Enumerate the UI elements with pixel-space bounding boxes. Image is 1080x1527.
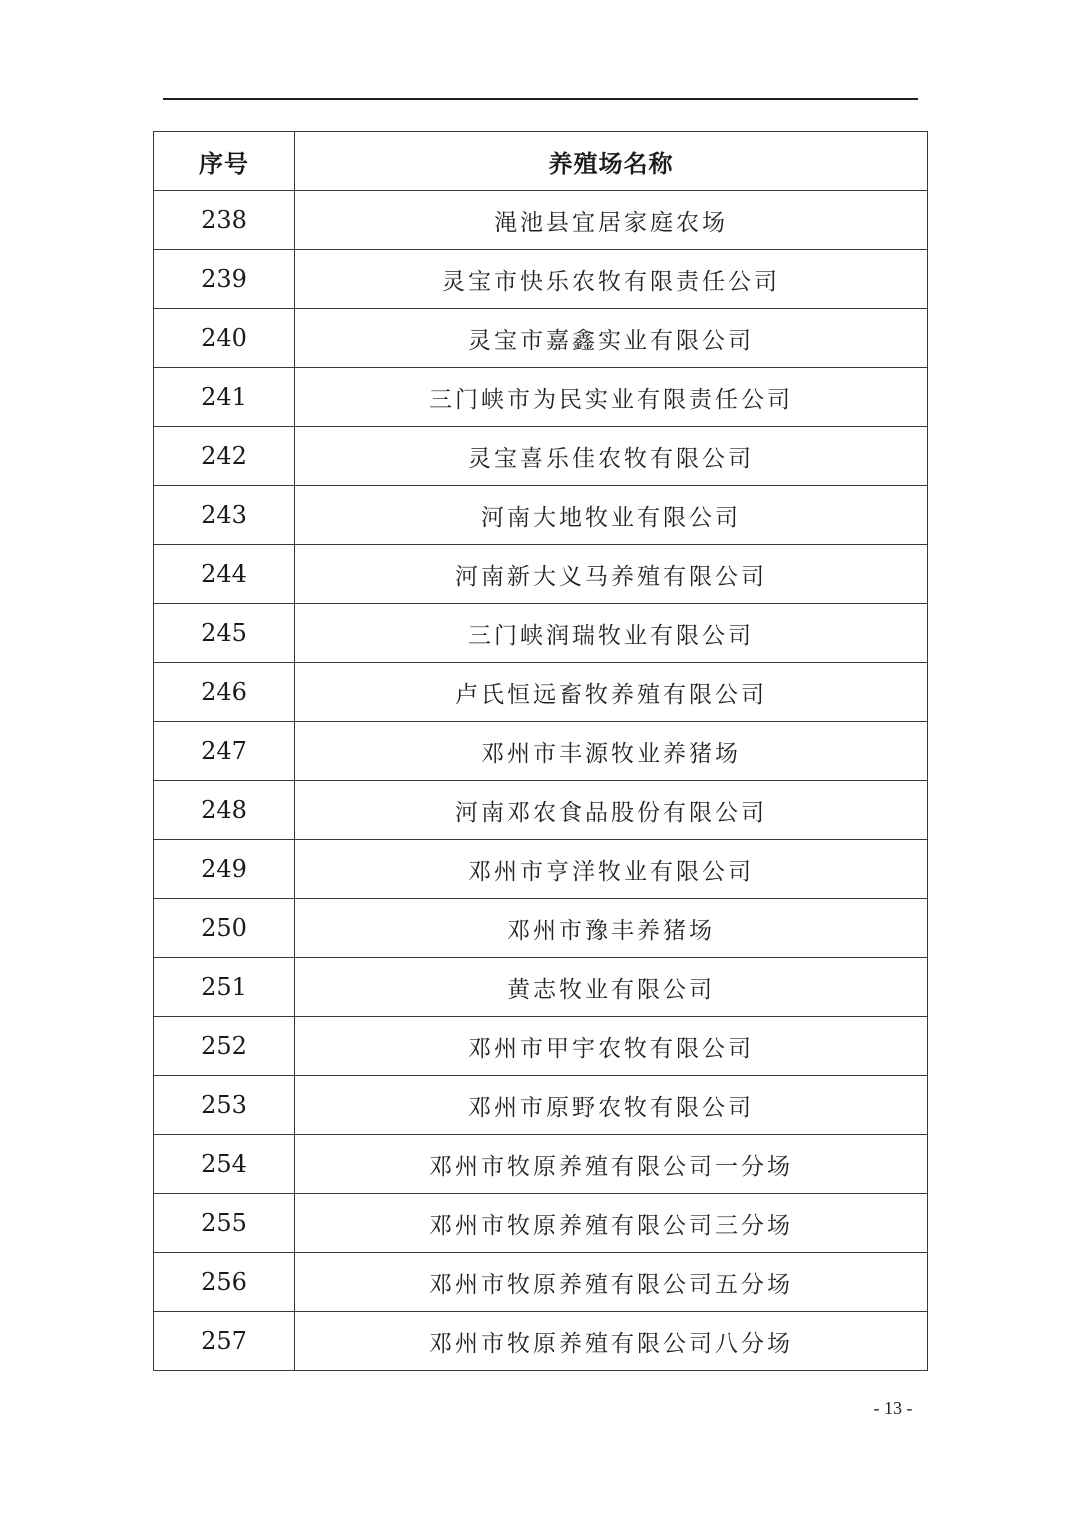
- row-farm-name: 河南新大义马养殖有限公司: [295, 545, 928, 604]
- row-farm-name: 灵宝市快乐农牧有限责任公司: [295, 250, 928, 309]
- row-farm-name: 邓州市原野农牧有限公司: [295, 1076, 928, 1135]
- table-header-row: [154, 132, 928, 191]
- row-number: 243: [154, 486, 295, 545]
- page-number: - 13 -: [873, 1398, 913, 1418]
- row-number: 249: [154, 840, 295, 899]
- table-row: [154, 486, 928, 545]
- row-number: 239: [154, 250, 295, 309]
- row-farm-name: 邓州市亨洋牧业有限公司: [295, 840, 928, 899]
- row-farm-name: 邓州市牧原养殖有限公司八分场: [295, 1312, 928, 1371]
- row-number: 248: [154, 781, 295, 840]
- row-farm-name: 邓州市牧原养殖有限公司五分场: [295, 1253, 928, 1312]
- row-number: 254: [154, 1135, 295, 1194]
- header-number: 序号: [154, 132, 295, 191]
- farm-table: [153, 131, 928, 1371]
- table-row: [154, 840, 928, 899]
- table-body: [154, 191, 928, 1371]
- row-number: 247: [154, 722, 295, 781]
- row-number: 241: [154, 368, 295, 427]
- row-farm-name: 灵宝市嘉鑫实业有限公司: [295, 309, 928, 368]
- header-farm-name: 养殖场名称: [295, 132, 928, 191]
- row-farm-name: 卢氏恒远畜牧养殖有限公司: [295, 663, 928, 722]
- table-row: [154, 427, 928, 486]
- row-farm-name: 河南大地牧业有限公司: [295, 486, 928, 545]
- row-farm-name: 邓州市甲宇农牧有限公司: [295, 1017, 928, 1076]
- table-row: [154, 1076, 928, 1135]
- header-rule: [163, 98, 918, 100]
- table-row: [154, 191, 928, 250]
- row-number: 244: [154, 545, 295, 604]
- row-number: 257: [154, 1312, 295, 1371]
- row-number: 256: [154, 1253, 295, 1312]
- table-row: [154, 309, 928, 368]
- row-farm-name: 邓州市牧原养殖有限公司三分场: [295, 1194, 928, 1253]
- row-farm-name: 邓州市牧原养殖有限公司一分场: [295, 1135, 928, 1194]
- table-row: [154, 1135, 928, 1194]
- table-row: [154, 368, 928, 427]
- table-row: [154, 250, 928, 309]
- row-farm-name: 邓州市丰源牧业养猪场: [295, 722, 928, 781]
- table-row: [154, 781, 928, 840]
- row-number: 246: [154, 663, 295, 722]
- row-farm-name: 黄志牧业有限公司: [295, 958, 928, 1017]
- table-row: [154, 1194, 928, 1253]
- row-number: 250: [154, 899, 295, 958]
- row-number: 240: [154, 309, 295, 368]
- table-row: [154, 1017, 928, 1076]
- row-number: 253: [154, 1076, 295, 1135]
- row-farm-name: 灵宝喜乐佳农牧有限公司: [295, 427, 928, 486]
- row-farm-name: 河南邓农食品股份有限公司: [295, 781, 928, 840]
- table-row: [154, 545, 928, 604]
- table-row: [154, 722, 928, 781]
- row-number: 242: [154, 427, 295, 486]
- table-row: [154, 958, 928, 1017]
- row-farm-name: 三门峡市为民实业有限责任公司: [295, 368, 928, 427]
- row-farm-name: 渑池县宜居家庭农场: [295, 191, 928, 250]
- row-number: 255: [154, 1194, 295, 1253]
- row-number: 252: [154, 1017, 295, 1076]
- table-row: [154, 663, 928, 722]
- row-farm-name: 邓州市豫丰养猪场: [295, 899, 928, 958]
- row-number: 238: [154, 191, 295, 250]
- row-number: 245: [154, 604, 295, 663]
- row-number: 251: [154, 958, 295, 1017]
- table-row: [154, 899, 928, 958]
- row-farm-name: 三门峡润瑞牧业有限公司: [295, 604, 928, 663]
- table-row: [154, 1253, 928, 1312]
- table-row: [154, 604, 928, 663]
- table-row: [154, 1312, 928, 1371]
